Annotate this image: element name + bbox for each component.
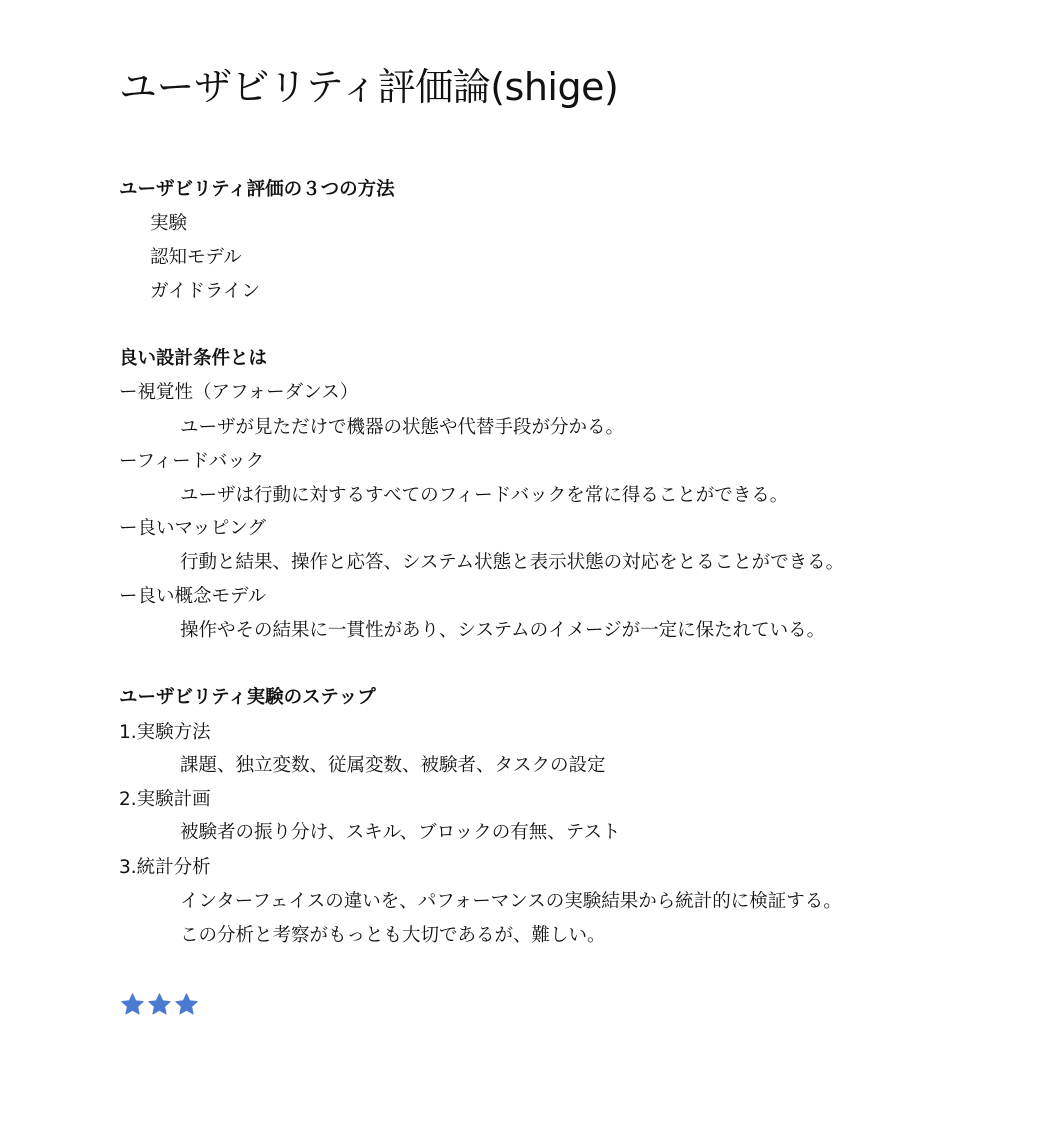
star-icon bbox=[173, 992, 200, 1017]
method-item: 認知モデル bbox=[150, 247, 242, 268]
step-label: 1.実験方法 bbox=[119, 722, 211, 743]
step-detail: 被験者の振り分け、スキル、ブロックの有無、テスト bbox=[180, 822, 621, 843]
condition-detail: 行動と結果、操作と応答、システム状態と表示状態の対応をとることができる。 bbox=[180, 552, 845, 573]
step-label: 2.実験計画 bbox=[119, 789, 211, 810]
page-title: ユーザビリティ評価論(shige) bbox=[119, 65, 619, 109]
condition-label: ー良いマッピング bbox=[119, 518, 266, 539]
method-item: ガイドライン bbox=[150, 281, 260, 302]
step-detail: 課題、独立変数、従属変数、被験者、タスクの設定 bbox=[180, 755, 606, 776]
section-heading-experiment-steps: ユーザビリティ実験のステップ bbox=[119, 687, 376, 708]
step-label: 3.統計分析 bbox=[119, 857, 211, 878]
condition-label: ー良い概念モデル bbox=[119, 586, 267, 607]
star-icon bbox=[146, 992, 173, 1017]
star-icon bbox=[119, 992, 146, 1017]
step-detail: この分析と考察がもっとも大切であるが、難しい。 bbox=[180, 925, 606, 946]
condition-detail: ユーザが見ただけで機器の状態や代替手段が分かる。 bbox=[180, 417, 625, 438]
condition-label: ー視覚性（アフォーダンス） bbox=[119, 382, 359, 403]
condition-detail: ユーザは行動に対するすべてのフィードバックを常に得ることができる。 bbox=[180, 485, 789, 506]
method-item: 実験 bbox=[150, 213, 188, 234]
condition-label: ーフィードバック bbox=[119, 451, 265, 472]
section-heading-evaluation-methods: ユーザビリティ評価の３つの方法 bbox=[119, 179, 395, 200]
step-detail: インターフェイスの違いを、パフォーマンスの実験結果から統計的に検証する。 bbox=[180, 891, 842, 912]
condition-detail: 操作やその結果に一貫性があり、システムのイメージが一定に保たれている。 bbox=[180, 620, 826, 641]
section-heading-design-conditions: 良い設計条件とは bbox=[119, 348, 268, 369]
star-rating bbox=[119, 992, 200, 1017]
